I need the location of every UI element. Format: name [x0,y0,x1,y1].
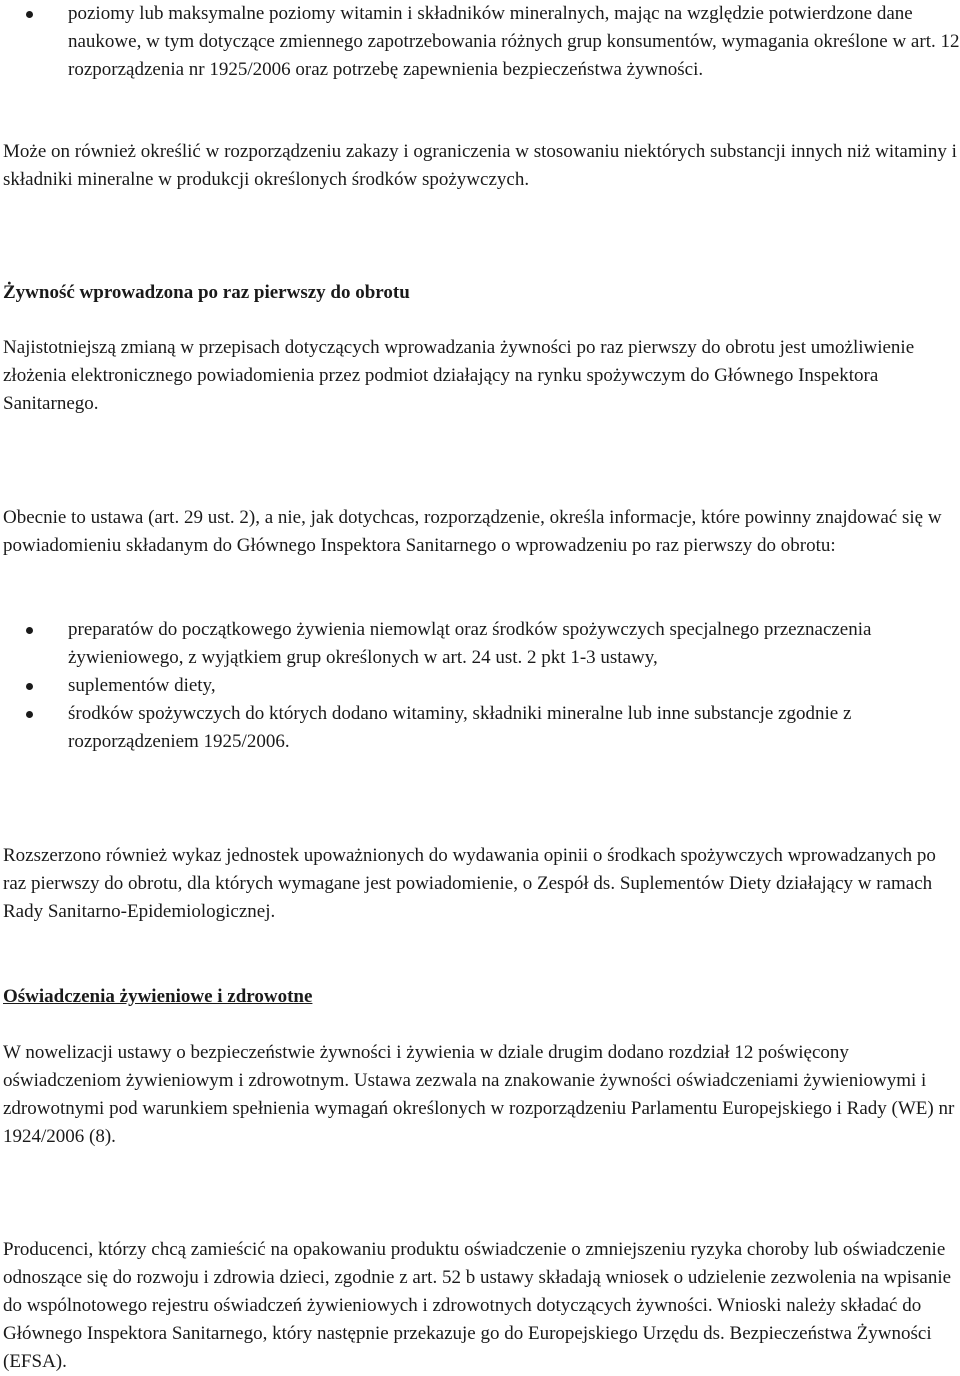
paragraph-expert-units: Rozszerzono również wykaz jednostek upoważnionych do wydawania opinii o środkach spożywczych wprowadzanych po raz pierwszy do obrotu, dla których wymagane jest powiadomienie, o Zespół ds. Suplementów Diety działający w ramach Rady Sanitarno-Epidemiologicznej. [3,845,936,922]
list-item [3,0,960,84]
list-item [3,700,960,756]
list-item-text: środków spożywczych do których dodano witaminy, składniki mineralne lub inne substancje zgodnie z rozporządzeniem 1925/2006. [68,703,852,752]
bullet-list-products [3,616,960,756]
section-heading-new-food: Żywność wprowadzona po raz pierwszy do obrotu [3,282,410,303]
list-item-text: poziomy lub maksymalne poziomy witamin i składników mineralnych, mając na względzie potwierdzone dane naukowe, w tym dotyczące zmiennego zapotrzebowania różnych grup konsumentów, wymagania określone w art. 12 rozporządzenia nr 1925/2006 oraz potrzebę zapewnienia bezpieczeństwa żywności. [68,3,960,80]
bullet-icon [26,711,33,718]
bullet-list-top [3,0,960,84]
bullet-icon [26,683,33,690]
paragraph-electronic-notification: Najistotniejszą zmianą w przepisach dotyczących wprowadzania żywności po raz pierwszy do obrotu jest umożliwienie złożenia elektronicznego powiadomienia przez podmiot działający na rynku spożywczym do Głównego Inspektora Sanitarnego. [3,337,915,414]
paragraph-restrictions: Może on również określić w rozporządzeniu zakazy i ograniczenia w stosowaniu niektórych substancji innych niż witaminy i składniki mineralne w produkcji określonych środków spożywczych. [3,141,957,190]
section-heading-claims: Oświadczenia żywieniowe i zdrowotne [3,986,313,1007]
list-item-text: preparatów do początkowego żywienia niemowląt oraz środków spożywczych specjalnego przeznaczenia żywieniowego, z wyjątkiem grup określonych w art. 24 ust. 2 pkt 1-3 ustawy, [68,619,872,668]
bullet-icon [26,11,33,18]
list-item [3,616,960,672]
paragraph-notification-info: Obecnie to ustawa (art. 29 ust. 2), a nie, jak dotychcas, rozporządzenie, określa informacje, które powinny znajdować się w powiadomieniu składanym do Głównego Inspektora Sanitarnego o wprowadzeniu po raz pierwszy do obrotu: [3,507,942,556]
bullet-icon [26,627,33,634]
list-item-text: suplementów diety, [68,675,216,696]
paragraph-claims-chapter: W nowelizacji ustawy o bezpieczeństwie żywności i żywienia w dziale drugim dodano rozdział 12 poświęcony oświadczeniom żywieniowym i zdrowotnym. Ustawa zezwala na znakowanie żywności oświadczeniami żywieniowymi i zdrowotnymi pod warunkiem spełnienia wymagań określonych w rozporządzeniu Parlamentu Europejskiego i Rady (WE) nr 1924/2006 (8). [3,1042,955,1147]
list-item [3,672,960,700]
paragraph-producers-application: Producenci, którzy chcą zamieścić na opakowaniu produktu oświadczenie o zmniejszeniu ryzyka choroby lub oświadczenie odnoszące się do rozwoju i zdrowia dzieci, zgodnie z art. 52 b ustawy składają wniosek o udzielenie zezwolenia na wpisanie do wspólnotowego rejestru oświadczeń żywieniowych i zdrowotnych dotyczących żywności. Wnioski należy składać do Głównego Inspektora Sanitarnego, który następnie przekazuje go do Europejskiego Urzędu ds. Bezpieczeństwa Żywności (EFSA). [3,1239,952,1372]
